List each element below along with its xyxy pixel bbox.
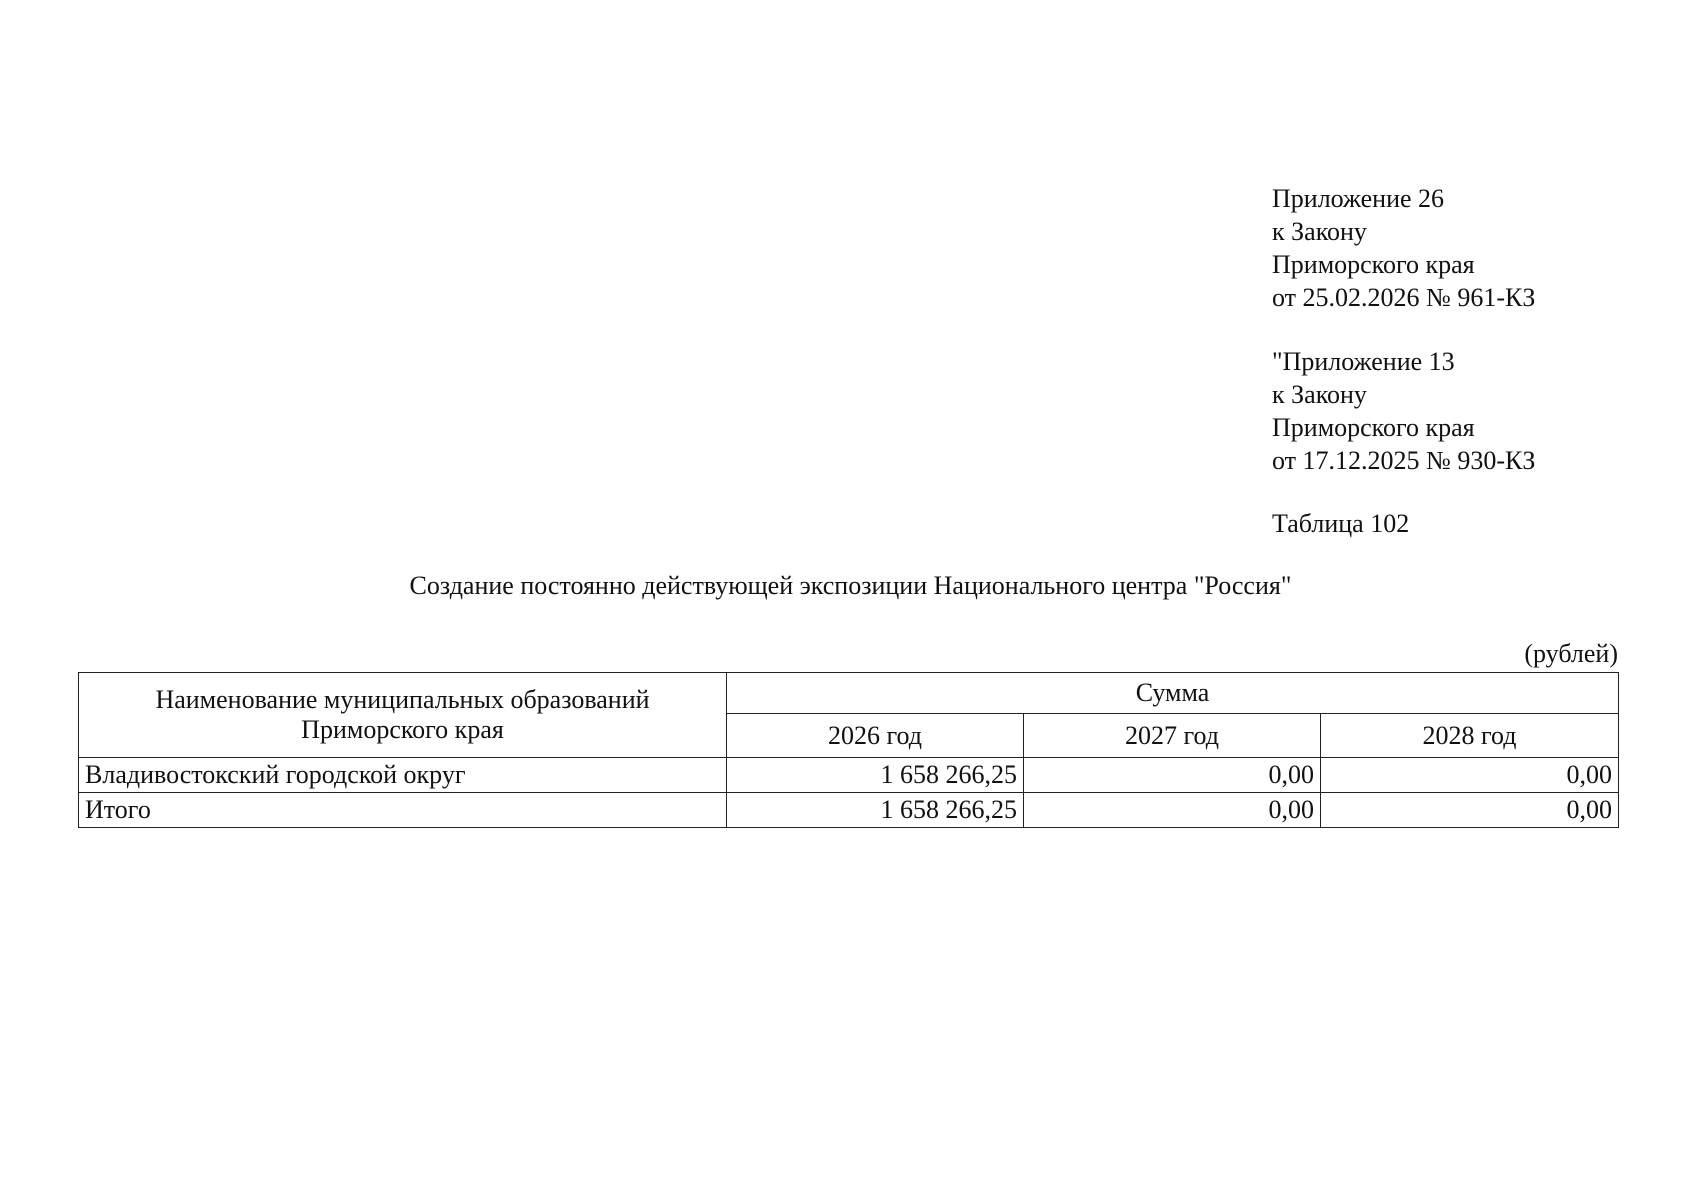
appendix-original-line: от 17.12.2025 № 930-КЗ [1272,446,1536,475]
total-value-2027: 0,00 [1024,793,1321,828]
appendix-current [1272,182,1535,314]
table-row [79,758,1619,793]
total-value-2028: 0,00 [1321,793,1619,828]
header-year-2026: 2026 год [727,714,1024,758]
appendix-current-line: Приморского края [1272,250,1475,279]
appendix-current-line: к Закону [1272,217,1367,246]
header-sum: Сумма [727,673,1619,714]
appendix-original [1272,345,1535,477]
appendix-original-line: "Приложение 13 [1272,347,1455,376]
appendix-current-line: от 25.02.2026 № 961-КЗ [1272,283,1536,312]
appendix-current-line: Приложение 26 [1272,184,1445,213]
row-municipality-name: Владивостокский городской округ [79,758,727,793]
row-value-2026: 1 658 266,25 [727,758,1024,793]
units-label: (рублей) [1524,639,1618,668]
table-header-row [79,673,1619,714]
header-year-2028: 2028 год [1321,714,1619,758]
row-value-2028: 0,00 [1321,758,1619,793]
row-value-2027: 0,00 [1024,758,1321,793]
header-year-2027: 2027 год [1024,714,1321,758]
document-title: Создание постоянно действующей экспозиции Национального центра "Россия" [409,571,1292,600]
appendix-original-line: Приморского края [1272,413,1475,442]
total-label: Итого [79,793,727,828]
table-total-row [79,793,1619,828]
appendix-original-line: к Закону [1272,380,1367,409]
header-municipality: Наименование муниципальных образований Приморского края [79,673,727,758]
total-value-2026: 1 658 266,25 [727,793,1024,828]
table-number: Таблица 102 [1272,509,1410,538]
budget-table [78,672,1619,828]
